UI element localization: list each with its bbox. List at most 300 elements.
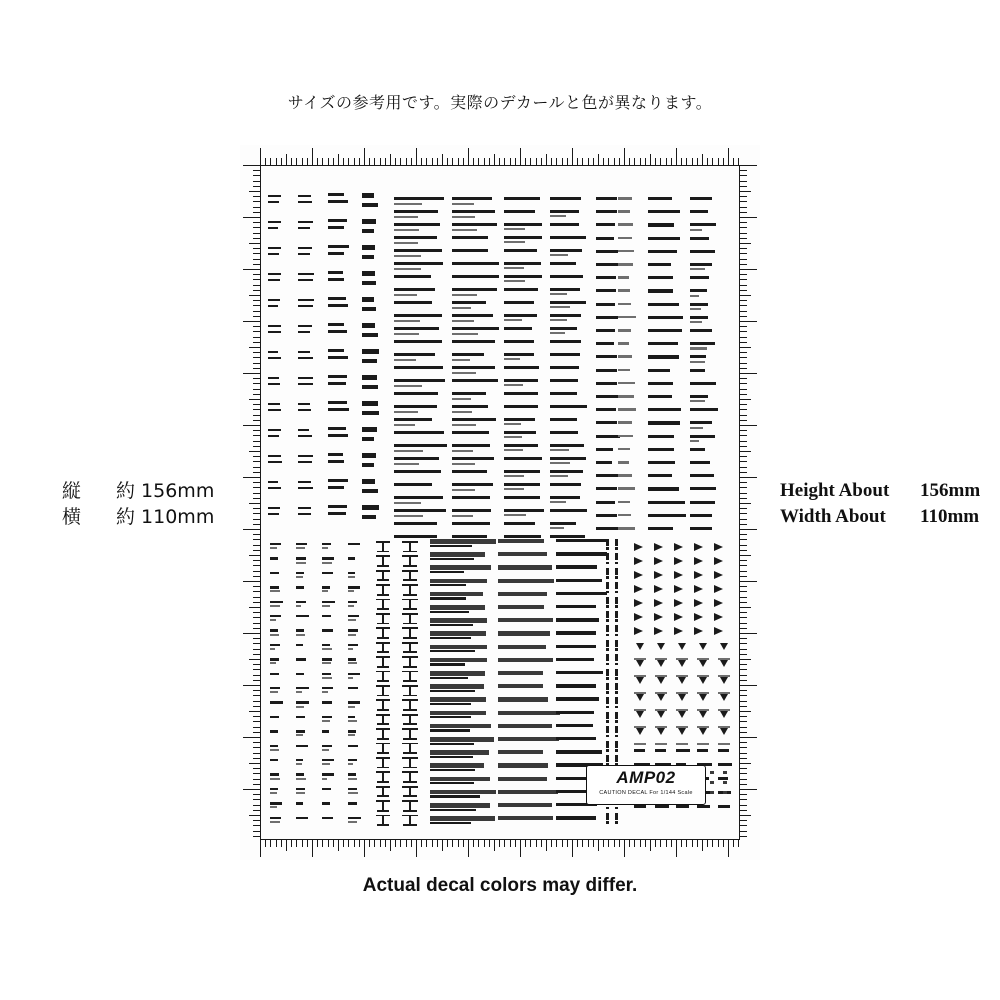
- decal-mark: [615, 663, 618, 666]
- decal-mark: [452, 450, 473, 452]
- decal-mark: [556, 579, 602, 582]
- decal-mark: [403, 608, 417, 610]
- decal-mark: [362, 255, 374, 260]
- decal-mark: [268, 383, 280, 385]
- decal-mark: [394, 340, 442, 343]
- decal-mark: [697, 743, 709, 745]
- decal-mark: [690, 250, 715, 253]
- decal-mark: [618, 316, 636, 319]
- decal-mark: [430, 645, 487, 650]
- decal-mark: [452, 307, 471, 309]
- decal-mark: [615, 591, 618, 594]
- decal-mark: [550, 418, 577, 421]
- decal-mark: [322, 687, 333, 689]
- decal-triangle: [636, 643, 644, 650]
- decal-mark: [648, 514, 686, 517]
- decal-mark: [690, 289, 707, 292]
- decal-mark: [394, 229, 419, 231]
- decal-mark: [648, 435, 674, 438]
- decal-mark: [498, 777, 547, 781]
- decal-mark: [328, 349, 344, 352]
- decal-mark: [723, 781, 727, 784]
- decal-mark: [377, 579, 389, 581]
- decal-mark: [606, 691, 609, 694]
- decal-mark: [362, 333, 378, 338]
- decal-mark: [322, 543, 331, 545]
- decal-mark: [403, 824, 417, 826]
- decal-mark: [648, 474, 672, 477]
- decal-mark: [362, 385, 378, 390]
- decal-mark: [615, 706, 618, 709]
- decal-mark: [296, 817, 308, 819]
- decal-mark: [550, 366, 579, 369]
- decal-mark: [690, 321, 702, 323]
- decal-mark: [296, 691, 302, 693]
- decal-mark: [606, 547, 609, 550]
- decal-mark: [322, 817, 333, 819]
- decal-mark: [618, 329, 631, 332]
- decal-mark: [550, 431, 578, 434]
- decal-mark: [452, 470, 487, 473]
- decal-mark: [377, 637, 389, 639]
- decal-mark: [504, 522, 535, 525]
- decal-mark: [348, 716, 355, 718]
- decal-mark: [690, 303, 708, 306]
- decal-mark: [328, 330, 347, 333]
- decal-mark: [270, 749, 279, 751]
- decal-mark: [452, 353, 484, 356]
- decal-mark: [270, 691, 278, 693]
- decal-mark: [430, 671, 485, 676]
- decal-mark: [615, 576, 618, 579]
- decal-mark: [498, 750, 543, 754]
- decal-triangle: [678, 660, 686, 667]
- decal-mark: [296, 576, 303, 578]
- size-row-height-jp: [62, 478, 214, 504]
- decal-mark: [618, 395, 634, 398]
- decal-mark: [618, 435, 633, 438]
- decal-chevron: [654, 557, 663, 565]
- decal-mark: [394, 385, 422, 387]
- decal-mark: [648, 303, 679, 306]
- decal-mark: [430, 690, 475, 692]
- decal-mark: [430, 822, 471, 824]
- logo-subtitle: CAUTION DECAL For 1/144 Scale: [599, 790, 693, 796]
- decal-mark: [430, 777, 490, 782]
- decal-chevron: [674, 571, 683, 579]
- decal-mark: [268, 409, 281, 411]
- decal-mark: [556, 539, 606, 542]
- decal-mark: [328, 479, 348, 482]
- decal-mark: [504, 327, 532, 330]
- decal-mark: [382, 543, 384, 551]
- decal-mark: [377, 594, 389, 596]
- decal-mark: [452, 262, 499, 265]
- decal-mark: [296, 778, 306, 780]
- decal-mark: [328, 408, 349, 411]
- decal-mark: [322, 673, 331, 675]
- decal-mark: [430, 737, 494, 742]
- decal-mark: [322, 802, 330, 804]
- decal-triangle: [720, 694, 728, 701]
- decal-mark: [298, 331, 310, 333]
- decal-mark: [606, 625, 609, 632]
- decal-mark: [504, 418, 535, 421]
- decal-mark: [606, 669, 609, 676]
- decal-mark: [606, 582, 609, 589]
- decal-mark: [615, 582, 618, 589]
- decal-mark: [550, 293, 567, 295]
- decal-mark: [270, 543, 281, 545]
- decal-chevron: [694, 627, 703, 635]
- decal-mark: [498, 697, 548, 701]
- decal-mark: [409, 744, 411, 752]
- decal-mark: [268, 305, 278, 307]
- decal-mark: [382, 759, 384, 767]
- decal-mark: [606, 706, 609, 709]
- decal-mark: [296, 605, 301, 607]
- decal-mark: [452, 515, 473, 517]
- decal-mark: [394, 502, 421, 504]
- decal-chevron: [654, 613, 663, 621]
- decal-mark: [382, 672, 384, 680]
- decal-mark: [430, 711, 486, 716]
- decal-mark: [452, 366, 495, 369]
- decal-mark: [430, 592, 483, 597]
- decal-mark: [328, 375, 347, 378]
- decal-mark: [328, 434, 348, 437]
- decal-mark: [296, 730, 305, 732]
- decal-mark: [498, 671, 543, 675]
- decal-mark: [710, 781, 714, 784]
- decal-mark: [504, 423, 521, 425]
- decal-mark: [268, 253, 279, 255]
- decal-mark: [615, 712, 618, 719]
- decal-mark: [596, 382, 617, 385]
- decal-mark: [394, 242, 418, 244]
- decal-mark: [298, 403, 310, 405]
- decal-mark: [596, 461, 612, 464]
- decal-mark: [403, 752, 417, 754]
- decal-mark: [618, 514, 631, 517]
- decal-mark: [606, 634, 609, 637]
- decal-mark: [328, 193, 344, 196]
- decal-triangle: [657, 643, 665, 650]
- decal-mark: [377, 551, 389, 553]
- decal-mark: [322, 572, 333, 574]
- decal-mark: [550, 262, 576, 265]
- decal-mark: [298, 201, 312, 203]
- decal-mark: [498, 552, 547, 556]
- decal-mark: [298, 429, 309, 431]
- top-caption: サイズの参考用です。実際のデカールと色が異なります。: [287, 93, 713, 112]
- decal-mark: [504, 475, 524, 477]
- decal-mark: [328, 271, 343, 274]
- decal-mark: [296, 562, 306, 564]
- decal-mark: [618, 448, 630, 451]
- logo-badge: [586, 765, 706, 805]
- decal-mark: [606, 591, 609, 594]
- decal-mark: [270, 629, 278, 631]
- decal-mark: [606, 553, 609, 560]
- decal-mark: [556, 724, 593, 727]
- decal-triangle: [699, 677, 707, 684]
- decal-mark: [430, 790, 496, 795]
- decal-mark: [328, 323, 344, 326]
- decal-mark: [322, 648, 332, 650]
- decal-mark: [606, 597, 609, 604]
- decal-mark: [348, 648, 353, 650]
- decal-mark: [504, 457, 542, 460]
- decal-mark: [718, 743, 730, 745]
- decal-mark: [270, 673, 279, 675]
- decal-chevron: [654, 571, 663, 579]
- decal-mark: [596, 501, 615, 504]
- decal-triangle: [720, 677, 728, 684]
- decal-triangle: [657, 728, 665, 735]
- decal-mark: [430, 597, 466, 599]
- decal-mark: [718, 763, 732, 766]
- decal-mark: [377, 680, 389, 682]
- decal-mark: [403, 623, 417, 625]
- decal-mark: [690, 237, 709, 240]
- decal-mark: [409, 629, 411, 637]
- decal-mark: [382, 730, 384, 738]
- decal-mark: [690, 295, 699, 297]
- decal-mark: [556, 737, 596, 740]
- decal-mark: [550, 249, 582, 252]
- decal-mark: [362, 505, 379, 510]
- decal-mark: [690, 448, 705, 451]
- decal-mark: [498, 618, 553, 622]
- decal-mark: [296, 792, 305, 794]
- decal-mark: [606, 648, 609, 651]
- decal-mark: [362, 203, 378, 208]
- decal-mark: [690, 223, 716, 226]
- decal-mark: [690, 474, 714, 477]
- decal-mark: [382, 615, 384, 623]
- decal-mark: [362, 411, 379, 416]
- decal-mark: [697, 805, 710, 808]
- decal-mark: [296, 701, 309, 703]
- decal-mark: [430, 763, 484, 768]
- decal-mark: [328, 460, 344, 463]
- decal-mark: [430, 809, 476, 811]
- decal-mark: [430, 545, 472, 547]
- decal-mark: [690, 361, 705, 363]
- decal-chevron: [654, 585, 663, 593]
- decal-mark: [498, 605, 544, 609]
- decal-mark: [615, 821, 618, 824]
- decal-mark: [296, 557, 306, 559]
- decal-mark: [430, 816, 495, 821]
- decal-mark: [710, 791, 714, 794]
- decal-mark: [430, 697, 486, 702]
- decal-mark: [618, 342, 629, 345]
- decal-mark: [430, 558, 474, 560]
- decal-mark: [430, 684, 484, 689]
- decal-mark: [430, 750, 489, 755]
- decal-mark: [452, 372, 476, 374]
- decal-sheet: [240, 145, 760, 860]
- decal-mark: [452, 327, 499, 330]
- decal-mark: [615, 648, 618, 651]
- decal-mark: [615, 683, 618, 690]
- decal-mark: [268, 377, 279, 379]
- decal-mark: [615, 654, 618, 661]
- decal-triangle: [720, 711, 728, 718]
- decal-mark: [377, 752, 389, 754]
- decal-triangle: [636, 694, 644, 701]
- decal-mark: [270, 586, 279, 588]
- decal-triangle: [678, 677, 686, 684]
- decal-mark: [690, 329, 712, 332]
- decal-mark: [618, 461, 629, 464]
- decal-mark: [618, 303, 631, 306]
- decal-mark: [550, 340, 581, 343]
- decal-mark: [606, 683, 609, 690]
- decal-mark: [690, 308, 701, 310]
- decal-mark: [550, 319, 567, 321]
- width-value-jp: 約 110mm: [116, 506, 215, 528]
- decal-mark: [430, 729, 470, 731]
- decal-mark: [615, 807, 618, 810]
- decal-mark: [270, 648, 275, 650]
- decal-mark: [676, 743, 688, 745]
- decal-mark: [409, 788, 411, 796]
- decal-mark: [504, 392, 538, 395]
- decal-mark: [648, 369, 670, 372]
- decal-mark: [556, 552, 607, 555]
- decal-mark: [596, 223, 615, 226]
- decal-triangle: [636, 660, 644, 667]
- decal-mark: [550, 535, 585, 538]
- decal-mark: [648, 395, 672, 398]
- decal-mark: [348, 673, 360, 675]
- decal-chevron: [674, 585, 683, 593]
- decal-mark: [606, 663, 609, 666]
- decal-mark: [298, 377, 313, 379]
- decal-chevron: [694, 613, 703, 621]
- decal-mark: [296, 572, 304, 574]
- decal-mark: [270, 634, 279, 636]
- decal-mark: [452, 496, 490, 499]
- decal-mark: [504, 210, 535, 213]
- decal-mark: [606, 697, 609, 704]
- decal-mark: [394, 509, 446, 512]
- decal-mark: [296, 673, 304, 675]
- decal-mark: [556, 671, 603, 674]
- decal-mark: [615, 691, 618, 694]
- decal-chevron: [694, 543, 703, 551]
- decal-mark: [268, 507, 280, 509]
- decal-mark: [322, 590, 328, 592]
- decal-mark: [394, 470, 441, 473]
- decal-mark: [550, 392, 577, 395]
- decal-mark: [394, 522, 437, 525]
- decal-mark: [550, 254, 568, 256]
- decal-mark: [452, 229, 477, 231]
- decal-mark: [596, 303, 615, 306]
- decal-mark: [298, 305, 313, 307]
- decal-mark: [550, 215, 566, 217]
- decal-mark: [403, 651, 417, 653]
- decal-mark: [298, 487, 313, 489]
- decal-mark: [690, 440, 699, 442]
- decal-mark: [394, 392, 438, 395]
- decal-mark: [498, 790, 558, 794]
- decal-mark: [655, 743, 667, 745]
- decal-mark: [348, 687, 358, 689]
- decal-mark: [328, 226, 344, 229]
- decal-mark: [377, 695, 389, 697]
- decal-mark: [690, 268, 705, 270]
- decal-mark: [268, 331, 281, 333]
- decal-mark: [270, 716, 279, 718]
- decal-triangle: [657, 711, 665, 718]
- decal-mark: [296, 658, 306, 660]
- decal-mark: [618, 289, 630, 292]
- decal-mark: [348, 543, 360, 545]
- decal-triangle: [720, 728, 728, 735]
- decal-mark: [504, 223, 542, 226]
- decal-mark: [615, 755, 618, 762]
- decal-mark: [298, 455, 313, 457]
- decal-mark: [697, 749, 708, 752]
- decal-mark: [409, 759, 411, 767]
- decal-mark: [322, 644, 330, 646]
- decal-mark: [690, 514, 712, 517]
- decal-mark: [556, 565, 597, 568]
- decal-mark: [298, 227, 310, 229]
- decal-mark: [382, 744, 384, 752]
- decal-mark: [362, 307, 376, 312]
- decal-mark: [298, 461, 312, 463]
- decal-mark: [394, 379, 445, 382]
- decal-mark: [268, 279, 280, 281]
- decal-mark: [618, 527, 635, 530]
- decal-mark: [606, 677, 609, 680]
- decal-mark: [618, 223, 633, 226]
- decal-mark: [452, 320, 474, 322]
- decal-mark: [550, 457, 586, 460]
- decal-mark: [328, 382, 346, 385]
- decal-mark: [596, 435, 620, 438]
- decal-mark: [615, 669, 618, 676]
- decal-mark: [648, 210, 680, 213]
- decal-mark: [348, 778, 357, 780]
- decal-mark: [498, 658, 553, 662]
- decal-mark: [296, 763, 302, 765]
- decal-mark: [348, 658, 356, 660]
- decal-mark: [452, 509, 491, 512]
- decal-mark: [270, 619, 276, 621]
- decal-mark: [498, 579, 554, 583]
- decal-mark: [296, 586, 304, 588]
- decal-mark: [504, 314, 537, 317]
- decal-mark: [322, 615, 331, 617]
- decal-mark: [296, 601, 306, 603]
- width-value-en: 110mm: [920, 506, 980, 527]
- decal-mark: [648, 382, 673, 385]
- decal-mark: [615, 539, 618, 546]
- decal-mark: [452, 379, 498, 382]
- decal-mark: [606, 807, 609, 810]
- decal-mark: [298, 325, 312, 327]
- decal-mark: [268, 227, 278, 229]
- decal-mark: [348, 605, 354, 607]
- decal-mark: [348, 662, 357, 664]
